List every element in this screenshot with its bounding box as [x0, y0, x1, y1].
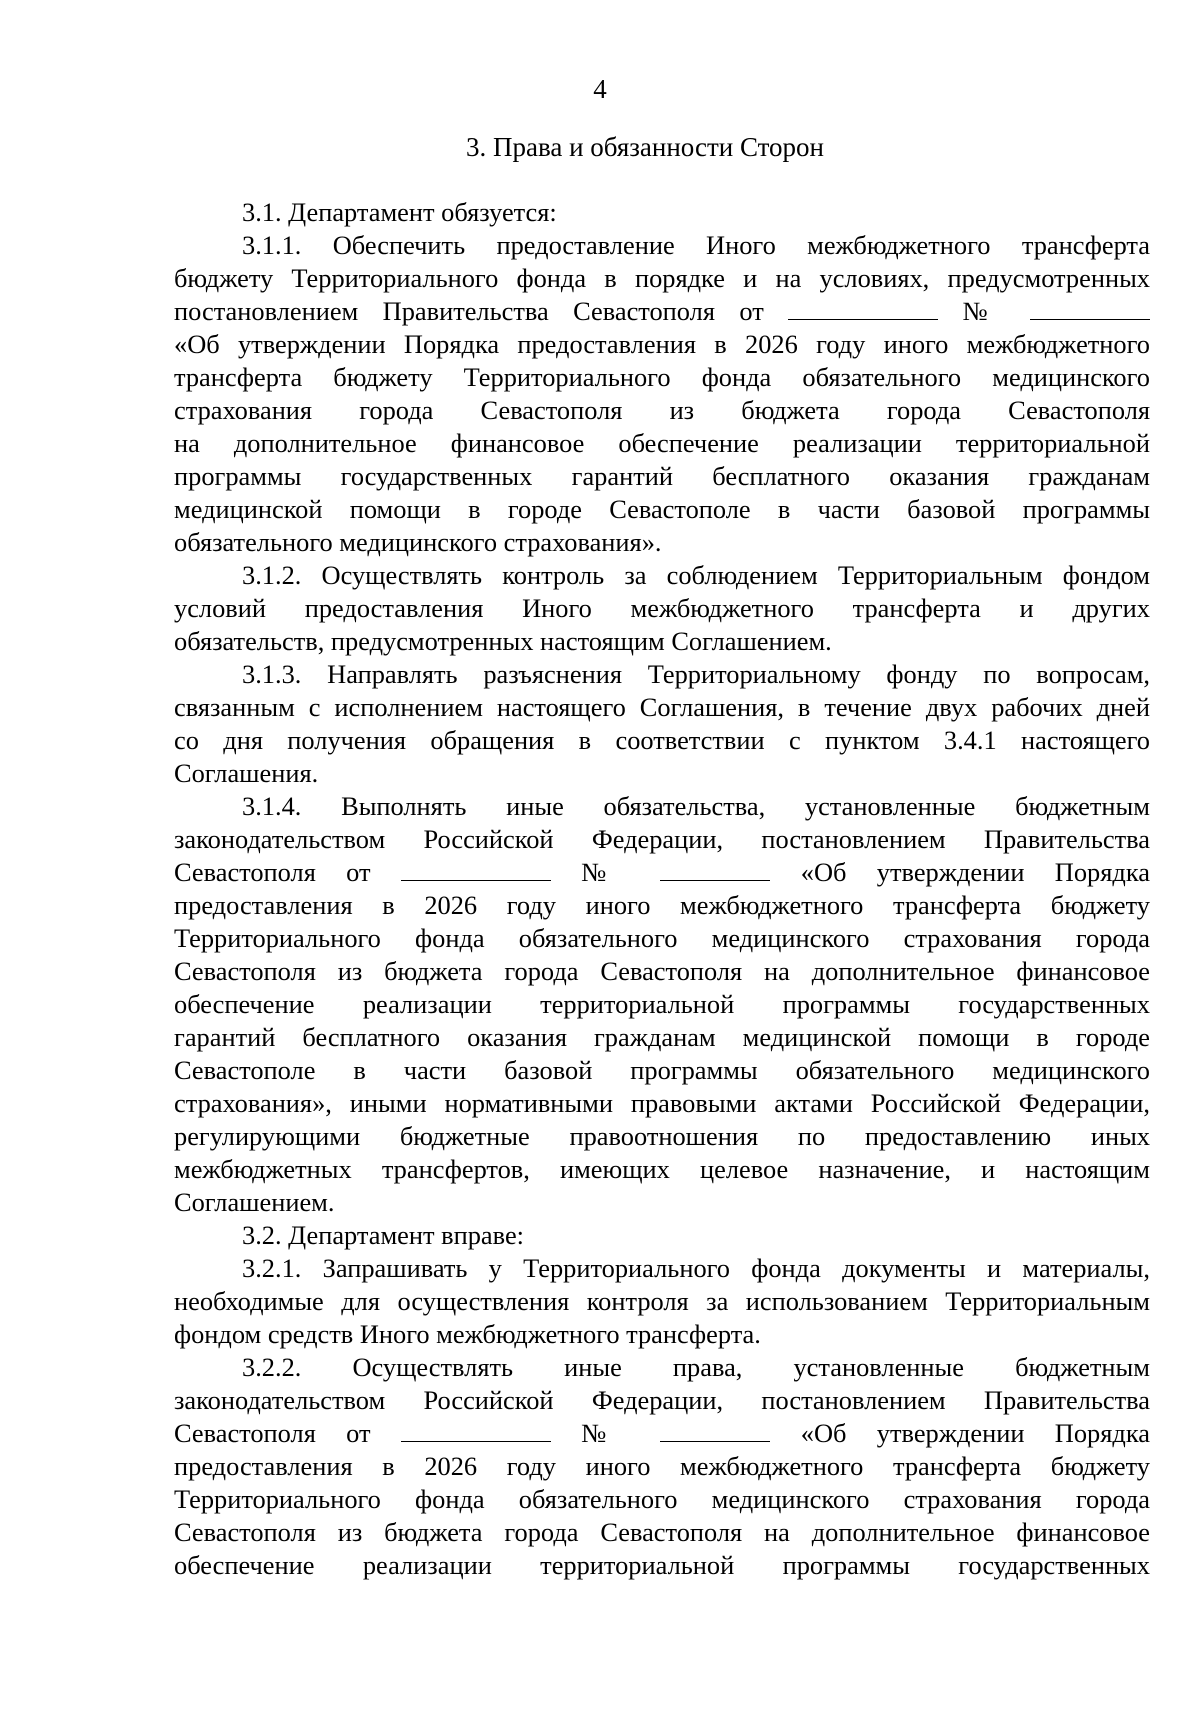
text-line: 3.1.3. Направлять разъяснения Территориальному фонду по вопросам, [242, 659, 1150, 689]
text-line: обязательного медицинского страхования». [174, 527, 662, 557]
text-line: 3.2.2. Осуществлять иные права, установленные бюджетным [242, 1352, 1150, 1382]
text-line: постановлением Правительства Севастополя от № [174, 295, 1150, 328]
text-line: Севастополя от № «Об утверждении Порядка [174, 857, 1150, 887]
text-line: гарантий бесплатного оказания гражданам медицинской помощи в городе [174, 1022, 1150, 1052]
date-blank [401, 1440, 551, 1442]
clause-3-2-2 [174, 1351, 1150, 1582]
text-line: законодательством Российской Федерации, постановлением Правительства [174, 824, 1150, 854]
text-line: Соглашением. [174, 1187, 335, 1217]
text-line: Севастополя от № «Об утверждении Порядка [174, 1418, 1150, 1448]
clause-3-2-1 [174, 1252, 1150, 1351]
date-blank [788, 318, 938, 320]
clause-3-2: 3.2. Департамент вправе: [242, 1220, 524, 1250]
text-line: Севастополе в части базовой программы обязательного медицинского [174, 1055, 1150, 1085]
text-line: медицинской помощи в городе Севастополе в части базовой программы [174, 494, 1150, 524]
text-line: регулирующими бюджетные правоотношения по предоставлению иных [174, 1121, 1150, 1151]
text-line: программы государственных гарантий бесплатного оказания гражданам [174, 461, 1150, 491]
date-blank [401, 879, 551, 881]
text-line: страхования», иными нормативными правовыми актами Российской Федерации, [174, 1088, 1150, 1118]
text-line: трансферта бюджету Территориального фонда обязательного медицинского [174, 362, 1150, 392]
text-line: предоставления в 2026 году иного межбюджетного трансферта бюджету [174, 1451, 1150, 1481]
text-line: 3.2.1. Запрашивать у Территориального фонда документы и материалы, [242, 1253, 1150, 1283]
text-line: 3.1.1. Обеспечить предоставление Иного межбюджетного трансферта [242, 230, 1150, 260]
text-line: Территориального фонда обязательного медицинского страхования города [174, 1484, 1150, 1514]
text-line: обеспечение реализации территориальной программы государственных [174, 989, 1150, 1019]
text-line: 3.1.2. Осуществлять контроль за соблюдением Территориальным фондом [242, 560, 1150, 590]
text-line: Территориального фонда обязательного медицинского страхования города [174, 923, 1150, 953]
text-line: бюджету Территориального фонда в порядке и на условиях, предусмотренных [174, 263, 1150, 293]
text-line: обеспечение реализации территориальной программы государственных [174, 1550, 1150, 1580]
clause-3-1-3 [174, 658, 1150, 790]
text-line: Соглашения. [174, 758, 319, 788]
section-title: 3. Права и обязанности Сторон [465, 132, 825, 162]
clause-3-1-4 [174, 790, 1150, 1219]
text-line: «Об утверждении Порядка предоставления в 2026 году иного межбюджетного [174, 329, 1150, 359]
clause-3-1-1 [174, 229, 1150, 559]
text-line: страхования города Севастополя из бюджета города Севастополя [174, 395, 1150, 425]
text-line: фондом средств Иного межбюджетного трансферта. [174, 1319, 761, 1349]
text-line: на дополнительное финансовое обеспечение реализации территориальной [174, 428, 1150, 458]
number-blank [1030, 318, 1150, 320]
text-line: предоставления в 2026 году иного межбюджетного трансферта бюджету [174, 890, 1150, 920]
number-blank [660, 1440, 770, 1442]
document-body [174, 196, 1150, 1582]
text-line: условий предоставления Иного межбюджетного трансферта и других [174, 593, 1150, 623]
number-blank [660, 879, 770, 881]
text-line: Севастополя из бюджета города Севастополя на дополнительное финансовое [174, 956, 1150, 986]
clause-3-1: 3.1. Департамент обязуется: [242, 197, 557, 227]
text-line: со дня получения обращения в соответствии с пунктом 3.4.1 настоящего [174, 725, 1150, 755]
text-line: законодательством Российской Федерации, постановлением Правительства [174, 1385, 1150, 1415]
text-line: Севастополя из бюджета города Севастополя на дополнительное финансовое [174, 1517, 1150, 1547]
text-line: обязательств, предусмотренных настоящим Соглашением. [174, 626, 832, 656]
text-line: необходимые для осуществления контроля за использованием Территориальным [174, 1286, 1150, 1316]
clause-3-1-2 [174, 559, 1150, 658]
text-line: 3.1.4. Выполнять иные обязательства, установленные бюджетным [242, 791, 1150, 821]
page-number: 4 [593, 74, 607, 104]
text-line: связанным с исполнением настоящего Соглашения, в течение двух рабочих дней [174, 692, 1150, 722]
text-line: межбюджетных трансфертов, имеющих целевое назначение, и настоящим [174, 1154, 1150, 1184]
